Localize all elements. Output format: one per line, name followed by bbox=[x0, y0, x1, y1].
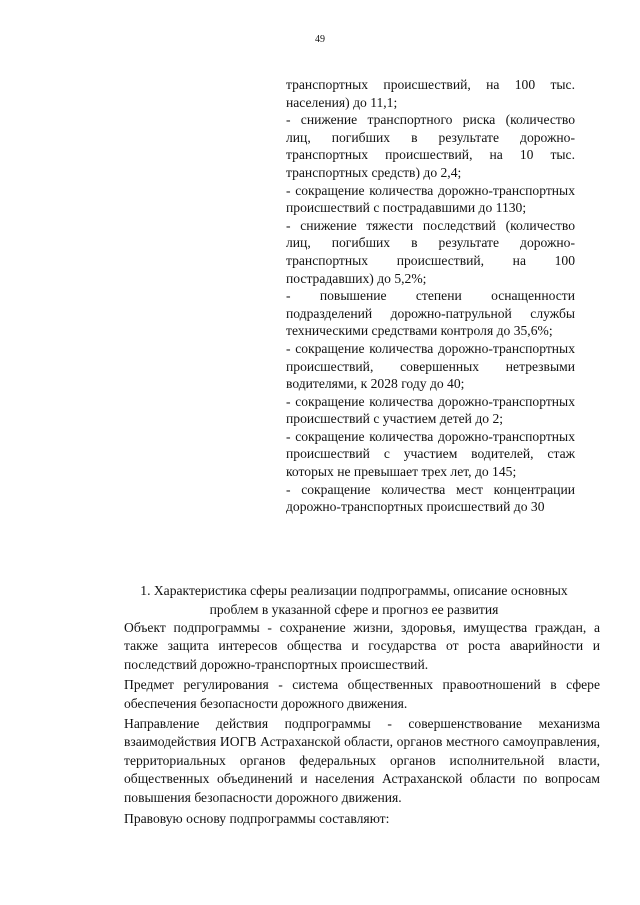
section-heading: 1. Характеристика сферы реализации подпрограммы, описание основных проблем в указанной сфере и прогноз ее развития bbox=[140, 583, 568, 617]
list-item: транспортных происшествий, на 100 тыс. населения) до 11,1; bbox=[286, 77, 575, 110]
list-item: - снижение транспортного риска (количество лиц, погибших в результате дорожно-транспортных происшествий, на 10 тыс. транспортных средств) до 2,4; bbox=[286, 112, 575, 180]
list-item: - сокращение количества мест концентрации дорожно-транспортных происшествий до 30 bbox=[286, 481, 575, 515]
list-item: - сокращение количества дорожно-транспортных происшествий с пострадавшими до 1130; bbox=[286, 182, 575, 216]
legal-basis-line: Правовую основу подпрограммы составляют: bbox=[124, 811, 390, 826]
paragraph-direction: Направление действия подпрограммы - совершенствование механизма взаимодействия ИОГВ Астраханской области, органов местного самоуправления, территориальных органов федеральных органов исполнительной власти, общественных объединений и населения Астраханской области по вопросам повышения безопасности дорожного движения. bbox=[124, 716, 600, 805]
paragraph-subject: Предмет регулирования - система общественных правоотношений в сфере обеспечения безопасности дорожного движения. bbox=[124, 677, 600, 711]
list-item: - снижение тяжести последствий (количество лиц, погибших в результате дорожно-транспортных происшествий, на 100 пострадавших) до 5,2%; bbox=[286, 217, 575, 286]
paragraph-object: Объект подпрограммы - сохранение жизни, здоровья, имущества граждан, а также защита интересов общества и государства от роста аварийности и последствий дорожно-транспортных происшествий. bbox=[124, 620, 600, 672]
list-item: - повышение степени оснащенности подразделений дорожно-патрульной службы техническими средствами контроля до 35,6%; bbox=[286, 288, 575, 339]
page-number: 49 bbox=[315, 34, 325, 45]
list-item: - сокращение количества дорожно-транспортных происшествий с участием водителей, стаж которых не превышает трех лет, до 145; bbox=[286, 428, 575, 480]
body-text bbox=[124, 619, 600, 807]
list-item: - сокращение количества дорожно-транспортных происшествий, совершенных нетрезвыми водителями, к 2028 году до 40; bbox=[286, 340, 575, 392]
indicator-list bbox=[286, 76, 575, 516]
list-item: - сокращение количества дорожно-транспортных происшествий с участием детей до 2; bbox=[286, 393, 575, 427]
